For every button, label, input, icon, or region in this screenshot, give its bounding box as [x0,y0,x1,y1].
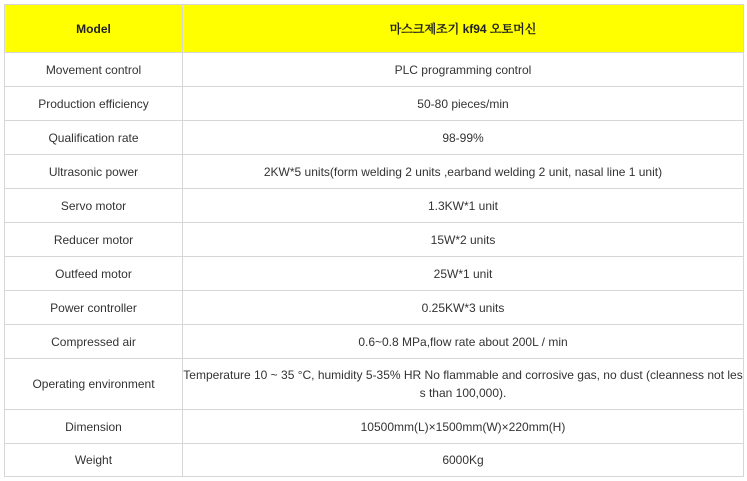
row-value: 1.3KW*1 unit [183,189,744,223]
row-label: Power controller [5,291,183,325]
row-label: Production efficiency [5,87,183,121]
row-value: 6000Kg [183,444,744,477]
row-label: Weight [5,444,183,477]
row-value: PLC programming control [183,53,744,87]
table-row [5,87,744,121]
row-value-line-2: s than 100,000). [419,386,507,400]
table-row [5,325,744,359]
table-header-row [5,5,744,53]
row-label: Qualification rate [5,121,183,155]
row-label: Operating environment [5,359,183,410]
header-label-cell: Model [5,5,183,53]
row-value: 25W*1 unit [183,257,744,291]
table-row [5,410,744,444]
row-value: 2KW*5 units(form welding 2 units ,earband welding 2 unit, nasal line 1 unit) [183,155,744,189]
table-row [5,223,744,257]
header-value-cell: 마스크제조기 kf94 오토머신 [183,5,744,53]
table-row [5,121,744,155]
row-label: Dimension [5,410,183,444]
spec-table [4,4,744,477]
row-value: 15W*2 units [183,223,744,257]
row-value: 0.6~0.8 MPa,flow rate about 200L / min [183,325,744,359]
row-label: Compressed air [5,325,183,359]
table-row [5,444,744,477]
table-row [5,359,744,410]
row-value [183,359,744,410]
table-row [5,291,744,325]
table-row [5,155,744,189]
table-row [5,53,744,87]
row-value: 10500mm(L)×1500mm(W)×220mm(H) [183,410,744,444]
table-row [5,189,744,223]
row-label: Ultrasonic power [5,155,183,189]
row-value: 50-80 pieces/min [183,87,744,121]
row-label: Movement control [5,53,183,87]
row-label: Outfeed motor [5,257,183,291]
row-value-line-1: Temperature 10 ~ 35 °C, humidity 5-35% HR No flammable and corrosive gas, no dust (cleanness not les [183,368,743,382]
row-value: 98-99% [183,121,744,155]
table-row [5,257,744,291]
row-label: Servo motor [5,189,183,223]
row-value: 0.25KW*3 units [183,291,744,325]
row-label: Reducer motor [5,223,183,257]
